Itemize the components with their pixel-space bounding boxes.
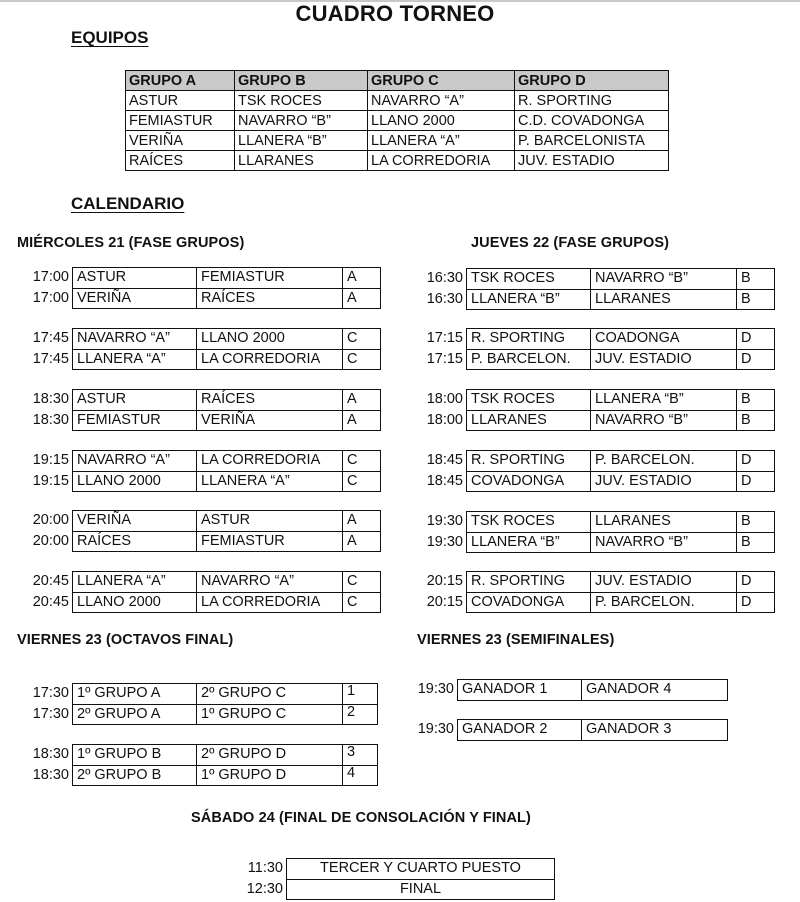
home-team: GANADOR 1 <box>462 681 548 697</box>
home-team: ASTUR <box>77 269 127 285</box>
home-team: LLANO 2000 <box>77 593 161 610</box>
equipos-heading: EQUIPOS <box>71 28 149 47</box>
away-team: COADONGA <box>595 330 680 346</box>
page-title: CUADRO TORNEO <box>295 1 495 26</box>
match-time: 18:30 <box>32 766 69 783</box>
match-time: 17:00 <box>32 289 69 306</box>
octavos-title: VIERNES 23 (OCTAVOS FINAL) <box>17 632 234 648</box>
match-time: 17:15 <box>426 330 463 346</box>
away-team: LA CORREDORIA <box>201 350 321 367</box>
match-time: 18:30 <box>32 391 69 407</box>
header-grupo-a: GRUPO A <box>126 71 235 91</box>
home-team: 1º GRUPO A <box>77 685 161 701</box>
team-cell: P. BARCELONISTA <box>515 131 669 151</box>
home-team: NAVARRO “A” <box>77 330 170 346</box>
away-team: RAÍCES <box>201 391 255 407</box>
match-time: 20:15 <box>426 593 463 610</box>
match-time: 20:45 <box>32 593 69 610</box>
team-cell: LLARANES <box>235 151 368 171</box>
away-team: LLANERA “B” <box>595 391 684 407</box>
home-team: VERIÑA <box>77 289 131 306</box>
team-cell: LLANERA “B” <box>235 131 368 151</box>
match-time: 18:00 <box>426 391 463 407</box>
final-title: SÁBADO 24 (FINAL DE CONSOLACIÓN Y FINAL) <box>191 810 531 826</box>
group-letter: D <box>741 593 752 610</box>
team-cell: TSK ROCES <box>235 91 368 111</box>
group-letter: C <box>347 350 358 367</box>
match-time: 20:45 <box>32 573 69 589</box>
away-team: JUV. ESTADIO <box>595 350 692 367</box>
away-team: ASTUR <box>201 512 251 528</box>
final-match: TERCER Y CUARTO PUESTO <box>320 860 521 876</box>
match-time: 17:15 <box>426 350 463 367</box>
home-team: R. SPORTING <box>471 330 565 346</box>
group-letter: B <box>741 270 751 286</box>
away-team: LLANERA “A” <box>201 472 290 489</box>
home-team: R. SPORTING <box>471 573 565 589</box>
group-letter: A <box>347 512 357 528</box>
home-team: VERIÑA <box>77 512 131 528</box>
match-time: 18:45 <box>426 472 463 489</box>
away-team: JUV. ESTADIO <box>595 573 692 589</box>
team-cell: FEMIASTUR <box>126 111 235 131</box>
match-time: 20:00 <box>32 532 69 549</box>
group-letter: C <box>347 472 358 489</box>
miercoles-title: MIÉRCOLES 21 (FASE GRUPOS) <box>17 235 245 251</box>
group-letter: B <box>741 533 751 550</box>
team-cell: RAÍCES <box>126 151 235 171</box>
away-team: LA CORREDORIA <box>201 452 321 468</box>
home-team: R. SPORTING <box>471 452 565 468</box>
group-letter: D <box>741 573 752 589</box>
away-team: VERIÑA <box>201 411 255 428</box>
home-team: LLANERA “B” <box>471 290 560 307</box>
match-time: 19:30 <box>426 533 463 550</box>
home-team: LLANO 2000 <box>77 472 161 489</box>
home-team: LLANERA “B” <box>471 533 560 550</box>
away-team: 2º GRUPO C <box>201 685 287 701</box>
group-letter: A <box>347 391 357 407</box>
group-letter: C <box>347 573 358 589</box>
team-row <box>126 131 669 151</box>
team-cell: LLANO 2000 <box>368 111 515 131</box>
match-time: 19:15 <box>32 452 69 468</box>
home-team: TSK ROCES <box>471 391 555 407</box>
group-letter: B <box>741 391 751 407</box>
team-cell: C.D. COVADONGA <box>515 111 669 131</box>
home-team: 2º GRUPO B <box>77 766 162 783</box>
team-row <box>126 151 669 171</box>
home-team: 2º GRUPO A <box>77 705 161 722</box>
away-team: LLARANES <box>595 513 671 529</box>
team-cell: R. SPORTING <box>515 91 669 111</box>
match-time: 11:30 <box>247 860 283 876</box>
home-team: GANADOR 2 <box>462 721 548 737</box>
home-team: LLANERA “A” <box>77 573 166 589</box>
match-time: 12:30 <box>246 880 283 897</box>
group-letter: D <box>741 330 752 346</box>
calendario-heading: CALENDARIO <box>71 194 185 213</box>
team-cell: NAVARRO “A” <box>368 91 515 111</box>
match-number: 2 <box>347 703 356 720</box>
away-team: LLANO 2000 <box>201 330 285 346</box>
group-letter: C <box>347 330 358 346</box>
away-team: 2º GRUPO D <box>201 746 287 762</box>
semifinales-title: VIERNES 23 (SEMIFINALES) <box>417 632 615 648</box>
header-grupo-c: GRUPO C <box>368 71 515 91</box>
home-team: 1º GRUPO B <box>77 746 162 762</box>
home-team: LLARANES <box>471 411 547 428</box>
group-letter: B <box>741 290 751 307</box>
group-letter: A <box>347 411 357 428</box>
team-cell: LLANERA “A” <box>368 131 515 151</box>
match-time: 18:45 <box>426 452 463 468</box>
team-cell: LA CORREDORIA <box>368 151 515 171</box>
away-team: 1º GRUPO D <box>201 766 287 783</box>
match-time: 19:30 <box>426 513 463 529</box>
away-team: LLARANES <box>595 290 671 307</box>
away-team: 1º GRUPO C <box>201 705 287 722</box>
match-time: 17:45 <box>32 330 69 346</box>
group-letter: D <box>741 350 752 367</box>
match-time: 20:15 <box>426 573 463 589</box>
away-team: RAÍCES <box>201 289 255 306</box>
match-time: 19:30 <box>417 681 454 697</box>
away-team: NAVARRO “B” <box>595 411 688 428</box>
match-number: 3 <box>347 744 356 760</box>
group-letter: D <box>741 452 752 468</box>
match-time: 20:00 <box>32 512 69 528</box>
match-time: 18:30 <box>32 411 69 428</box>
away-team: FEMIASTUR <box>201 269 285 285</box>
home-team: COVADONGA <box>471 593 565 610</box>
group-letter: A <box>347 289 357 306</box>
match-time: 16:30 <box>426 290 463 307</box>
home-team: TSK ROCES <box>471 513 555 529</box>
home-team: FEMIASTUR <box>77 411 161 428</box>
group-letter: A <box>347 532 357 549</box>
team-row <box>126 111 669 131</box>
match-time: 18:00 <box>426 411 463 428</box>
home-team: RAÍCES <box>77 532 131 549</box>
team-cell: VERIÑA <box>126 131 235 151</box>
header-grupo-b: GRUPO B <box>235 71 368 91</box>
away-team: P. BARCELON. <box>595 452 695 468</box>
away-team: NAVARRO “B” <box>595 270 688 286</box>
jueves-title: JUEVES 22 (FASE GRUPOS) <box>471 235 670 251</box>
group-letter: C <box>347 452 358 468</box>
match-time: 17:00 <box>32 269 69 285</box>
away-team: P. BARCELON. <box>595 593 695 610</box>
group-letter: C <box>347 593 358 610</box>
home-team: ASTUR <box>77 391 127 407</box>
teams-table <box>125 70 669 171</box>
match-time: 19:30 <box>417 721 454 737</box>
match-time: 17:45 <box>32 350 69 367</box>
match-time: 17:30 <box>32 705 69 722</box>
group-letter: B <box>741 513 751 529</box>
match-time: 19:15 <box>32 472 69 489</box>
away-team: FEMIASTUR <box>201 532 285 549</box>
away-team: NAVARRO “B” <box>595 533 688 550</box>
match-time: 18:30 <box>32 746 69 762</box>
home-team: P. BARCELON. <box>471 350 571 367</box>
away-team: GANADOR 3 <box>586 721 672 737</box>
home-team: TSK ROCES <box>471 270 555 286</box>
away-team: NAVARRO “A” <box>201 573 294 589</box>
final-match: FINAL <box>399 880 442 897</box>
team-cell: NAVARRO “B” <box>235 111 368 131</box>
header-grupo-d: GRUPO D <box>515 71 669 91</box>
team-cell: JUV. ESTADIO <box>515 151 669 171</box>
home-team: NAVARRO “A” <box>77 452 170 468</box>
match-time: 17:30 <box>32 685 69 701</box>
team-row <box>126 91 669 111</box>
group-letter: A <box>347 269 357 285</box>
group-letter: D <box>741 472 752 489</box>
group-letter: B <box>741 411 751 428</box>
home-team: LLANERA “A” <box>77 350 166 367</box>
home-team: COVADONGA <box>471 472 565 489</box>
match-number: 1 <box>347 683 356 699</box>
match-time: 16:30 <box>426 270 463 286</box>
team-cell: ASTUR <box>126 91 235 111</box>
away-team: JUV. ESTADIO <box>595 472 692 489</box>
match-number: 4 <box>347 764 356 781</box>
away-team: GANADOR 4 <box>586 681 672 697</box>
teams-header-row <box>126 71 669 91</box>
away-team: LA CORREDORIA <box>201 593 321 610</box>
